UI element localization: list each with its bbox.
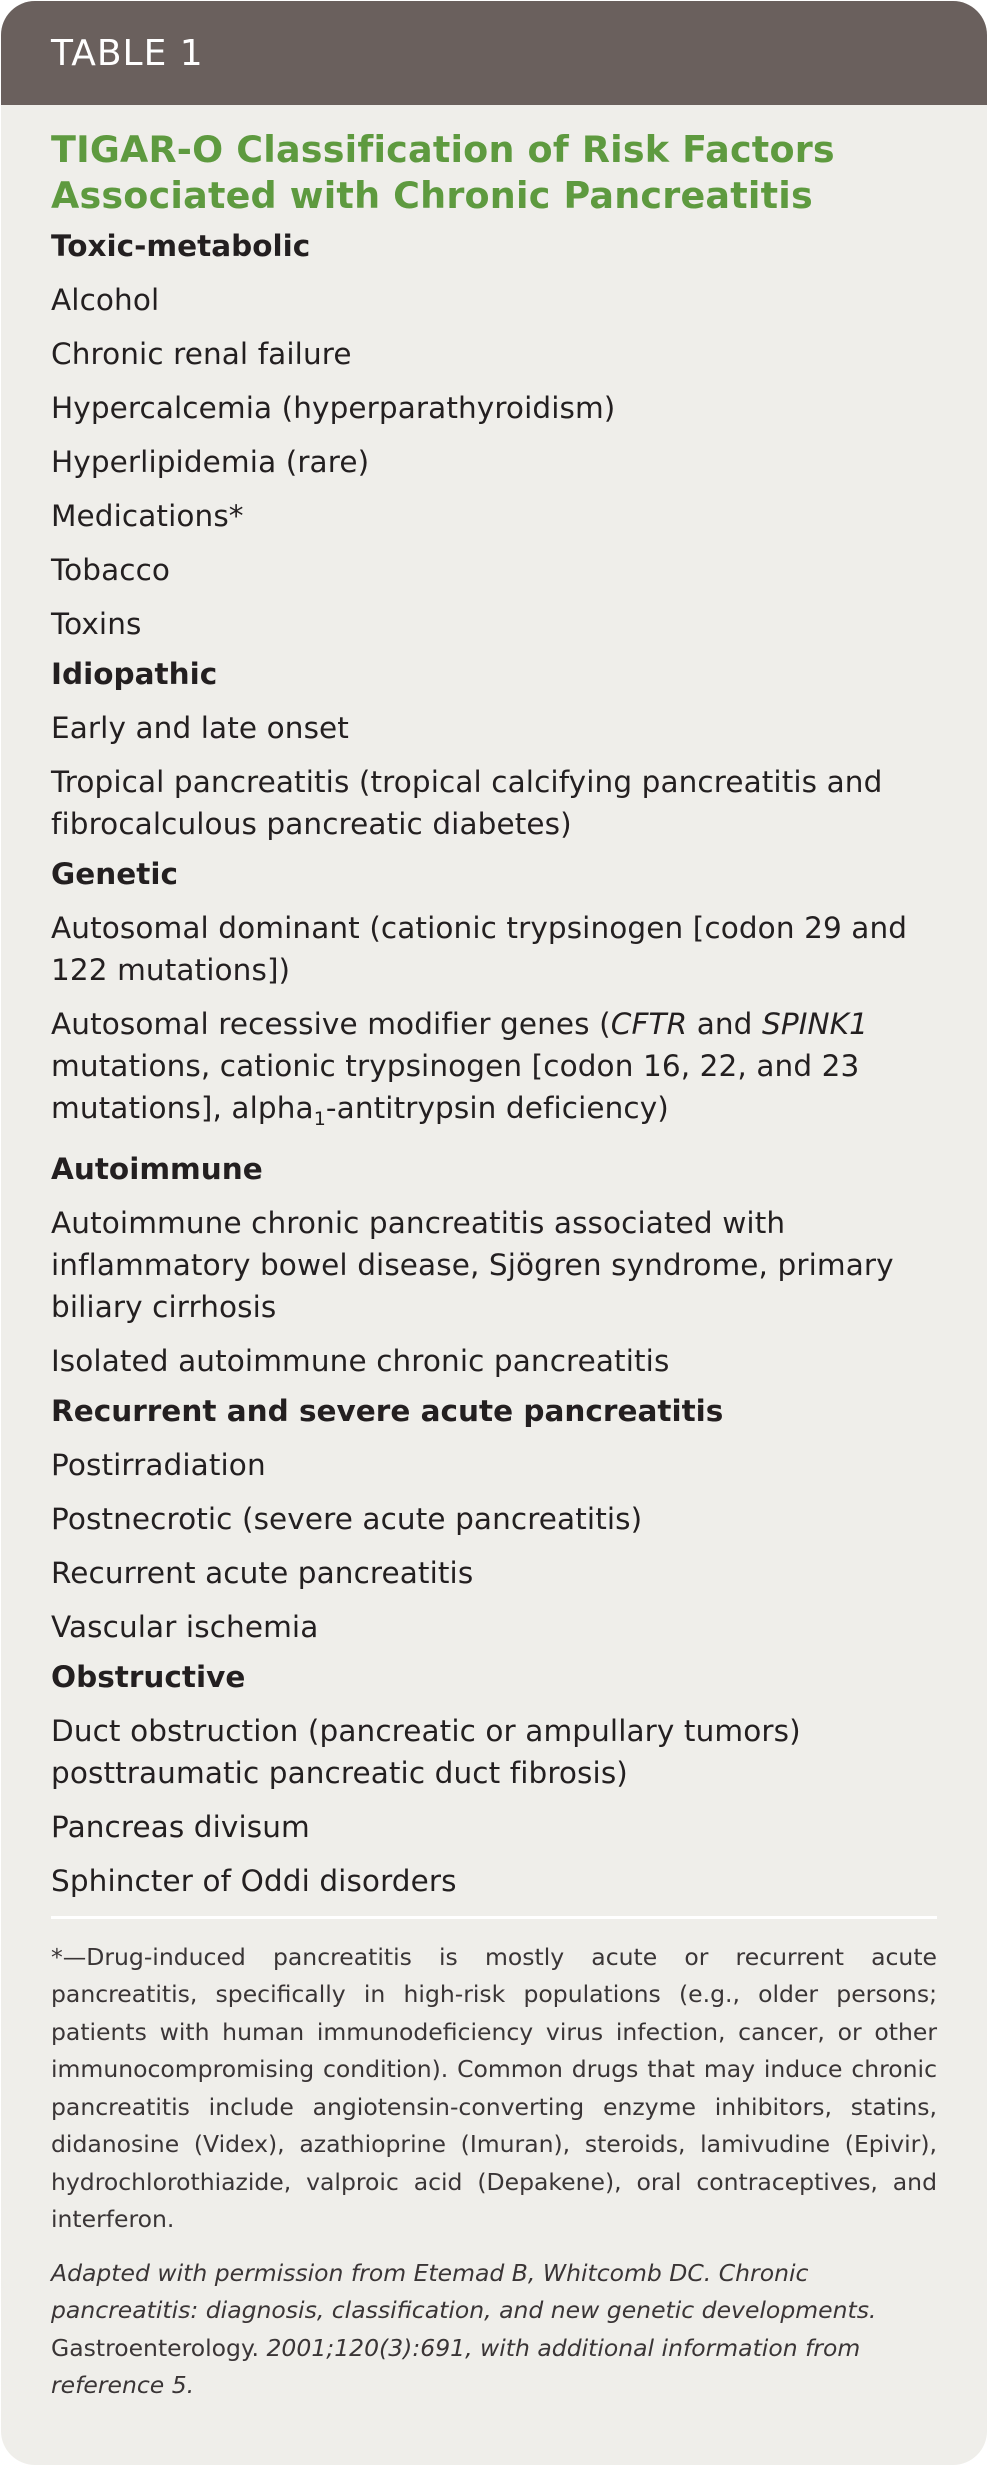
list-item: Alcohol [51,283,160,317]
table-title-line: Associated with Chronic Pancreatitis [51,174,813,217]
group-header-recurrent-severe: Recurrent and severe acute pancreatitis [51,1393,724,1428]
footnote-divider [51,1916,937,1919]
table-card [1,1,987,2465]
list-item: Toxins [51,607,142,641]
list-item: Early and late onset [51,711,349,745]
list-item: Autosomal dominant (cationic trypsinogen [codon 29 and 122 mutations]) [51,911,908,987]
gene-name-cftr: CFTR [610,1007,688,1041]
group-header-obstructive: Obstructive [51,1659,246,1694]
footnote: *—Drug-induced pancreatitis is mostly acute or recurrent acute pancreatitis, specifically in high-risk populations (e.g., older persons; patients with human immunodeficiency virus infection, cancer, or other immunocompromising condition). Common drugs that may induce chronic pancreatitis include angiotensin-converting enzyme inhibitors, statins, didanosine (Videx), azathioprine (Imuran), steroids, lamivudine (Epivir), hydrochlorothiazide, valproic acid (Depakene), oral contraceptives, and interferon. [51,1942,937,2234]
list-item: Isolated autoimmune chronic pancreatitis [51,1343,670,1378]
gene-name-spink1: SPINK1 [762,1007,868,1041]
item-text: Autosomal recessive modifier genes ( [51,1007,611,1041]
table-content [1,105,987,2405]
list-item: Tobacco [51,553,171,587]
source-citation [51,2255,937,2405]
list-item: Medications* [51,499,244,533]
list-item: Hypercalcemia (hyperparathyroidism) [51,391,616,425]
list-item: Pancreas divisum [51,1809,310,1844]
list-item: Duct obstruction (pancreatic or ampullary tumors) posttraumatic pancreatic duct fibrosis) [51,1713,801,1790]
table-header-bar [1,1,987,105]
source-intro: Adapted with permission from Etemad B, Whitcomb DC. Chronic pancreatitis: diagnosis, classification, and new genetic developments. [51,2258,877,2325]
table-title-line: TIGAR-O Classification of Risk Factors [51,128,835,171]
list-item: Recurrent acute pancreatitis [51,1555,474,1590]
list-item: Sphincter of Oddi disorders [51,1863,457,1898]
subscript: 1 [313,1107,326,1130]
source-journal: Gastroenterology. [51,2333,267,2362]
group-header-autoimmune: Autoimmune [51,1151,263,1186]
list-item: Postnecrotic (severe acute pancreatitis) [51,1501,643,1536]
item-text: mutations, cationic trypsinogen [codon 16, 22, and 23 mutations], alpha [51,1049,860,1125]
source-citation-detail: 2001;120(3):691, with additional information from reference 5. [51,2333,861,2400]
table-title [51,127,937,219]
list-item: Tropical pancreatitis (tropical calcifying pancreatitis and fibrocalculous pancreatic diabetes) [51,765,883,841]
list-item: Chronic renal failure [51,337,352,371]
list-item: Autoimmune chronic pancreatitis associated with inflammatory bowel disease, Sjögren syndrome, primary biliary cirrhosis [51,1205,894,1324]
table-label: TABLE 1 [51,32,204,74]
group-header-toxic-metabolic: Toxic-metabolic [51,229,311,263]
group-header-genetic: Genetic [51,857,178,891]
group-header-idiopathic: Idiopathic [51,657,218,691]
list-item: Postirradiation [51,1447,266,1482]
item-text: -antitrypsin deficiency) [325,1091,669,1125]
list-item: Vascular ischemia [51,1609,319,1644]
list-item: Hyperlipidemia (rare) [51,445,370,479]
item-text: and [687,1007,762,1041]
list-item-recessive-genes [51,1003,937,1140]
